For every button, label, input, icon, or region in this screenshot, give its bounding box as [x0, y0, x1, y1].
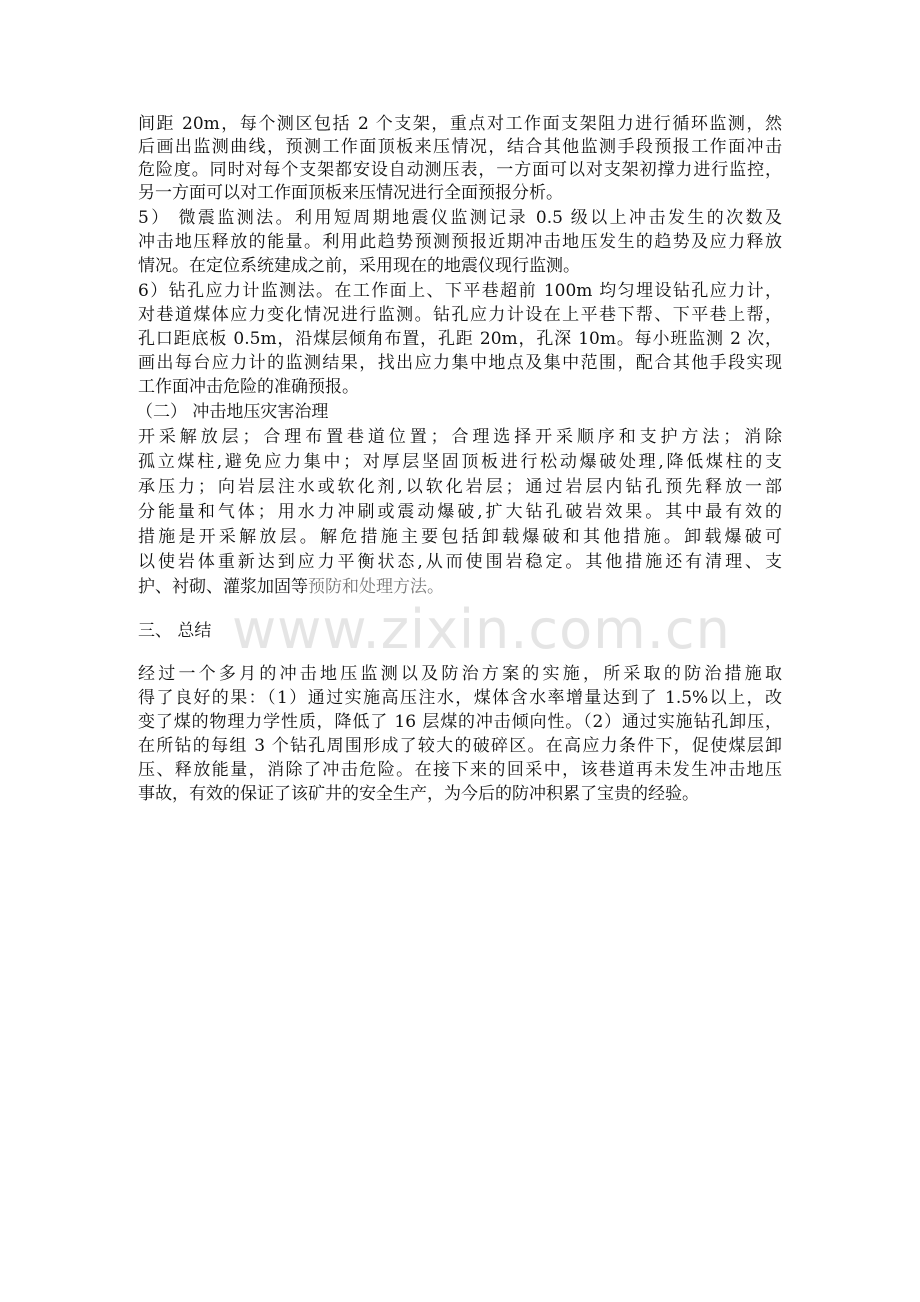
- paragraph3-line: 画出每台应力计的监测结果，找出应力集中地点及集中范围，配合其他手段实现: [138, 353, 782, 373]
- watermark: www.zixin.com.cn: [232, 598, 731, 661]
- paragraph5-line: 得了良好的果：（1）通过实施高压注水，煤体含水率增量达到了 1.5%以上，改: [138, 688, 782, 708]
- paragraph2-line: 5） 微震监测法。利用短周期地震仪监测记录 0.5 级以上冲击发生的次数及: [138, 208, 782, 228]
- paragraph5-line: 经过一个多月的冲击地压监测以及防治方案的实施，所采取的防治措施取: [138, 664, 782, 684]
- paragraph4-last-line-gray: 预防和处理方法。: [308, 577, 444, 597]
- paragraph4-line: 以使岩体重新达到应力平衡状态,从而使围岩稳定。其他措施还有清理、支: [138, 552, 782, 572]
- paragraph3-line: 孔口距底板 0.5m，沿煤层倾角布置，孔距 20m，孔深 10m。每小班监测 2 次，: [138, 329, 782, 349]
- paragraph5-line: 变了煤的物理力学性质，降低了 16 层煤的冲击倾向性。（2）通过实施钻孔卸压，: [138, 712, 782, 732]
- paragraph1-line: 另一方面可以对工作面顶板来压情况进行全面预报分析。: [138, 183, 563, 203]
- paragraph4-last-line: [138, 576, 782, 599]
- paragraph3-line: 工作面冲击危险的准确预报。: [138, 377, 359, 397]
- paragraph1-line: 危险度。同时对每个支架都安设自动测压表，一方面可以对支架初撑力进行监控，: [138, 160, 782, 180]
- paragraph2-line: 冲击地压释放的能量。利用此趋势预测预报近期冲击地压发生的趋势及应力释放: [138, 232, 782, 252]
- paragraph5-line: 在所钻的每组 3 个钻孔周围形成了较大的破碎区。在高应力条件下，促使煤层卸: [138, 736, 782, 756]
- section2-heading: （二） 冲击地压灾害治理: [136, 402, 329, 422]
- paragraph4-line: 分能量和气体；用水力冲刷或震动爆破,扩大钻孔破岩效果。其中最有效的: [138, 502, 782, 522]
- paragraph5-line: 事故，有效的保证了该矿井的安全生产，为今后的防冲积累了宝贵的经验。: [138, 784, 699, 804]
- paragraph4-line: 孤立煤柱,避免应力集中；对厚层坚固顶板进行松动爆破处理,降低煤柱的支: [138, 452, 782, 472]
- paragraph3-line: 6）钻孔应力计监测法。在工作面上、下平巷超前 100m 均匀埋设钻孔应力计，: [138, 281, 782, 301]
- paragraph4-line: 措施是开采解放层。解危措施主要包括卸载爆破和其他措施。卸载爆破可: [138, 527, 782, 547]
- paragraph3-line: 对巷道煤体应力变化情况进行监测。钻孔应力计设在上平巷下帮、下平巷上帮，: [138, 305, 782, 325]
- paragraph4-last-line-dark: 护、衬砌、灌浆加固等: [138, 577, 308, 597]
- paragraph1-line: 后画出监测曲线，预测工作面顶板来压情况，结合其他监测手段预报工作面冲击: [138, 137, 782, 157]
- paragraph5-line: 压、释放能量，消除了冲击危险。在接下来的回采中，该巷道再未发生冲击地压: [138, 760, 782, 780]
- paragraph2-line: 情况。在定位系统建成之前，采用现在的地震仪现行监测。: [138, 256, 580, 276]
- paragraph4-line: 开采解放层；合理布置巷道位置；合理选择开采顺序和支护方法；消除: [138, 427, 782, 447]
- paragraph4-line: 承压力；向岩层注水或软化剂,以软化岩层；通过岩层内钻孔预先释放一部: [138, 477, 782, 497]
- paragraph1-line: 间距 20m，每个测区包括 2 个支架，重点对工作面支架阻力进行循环监测，然: [138, 114, 782, 134]
- section3-heading: 三、 总结: [138, 621, 212, 641]
